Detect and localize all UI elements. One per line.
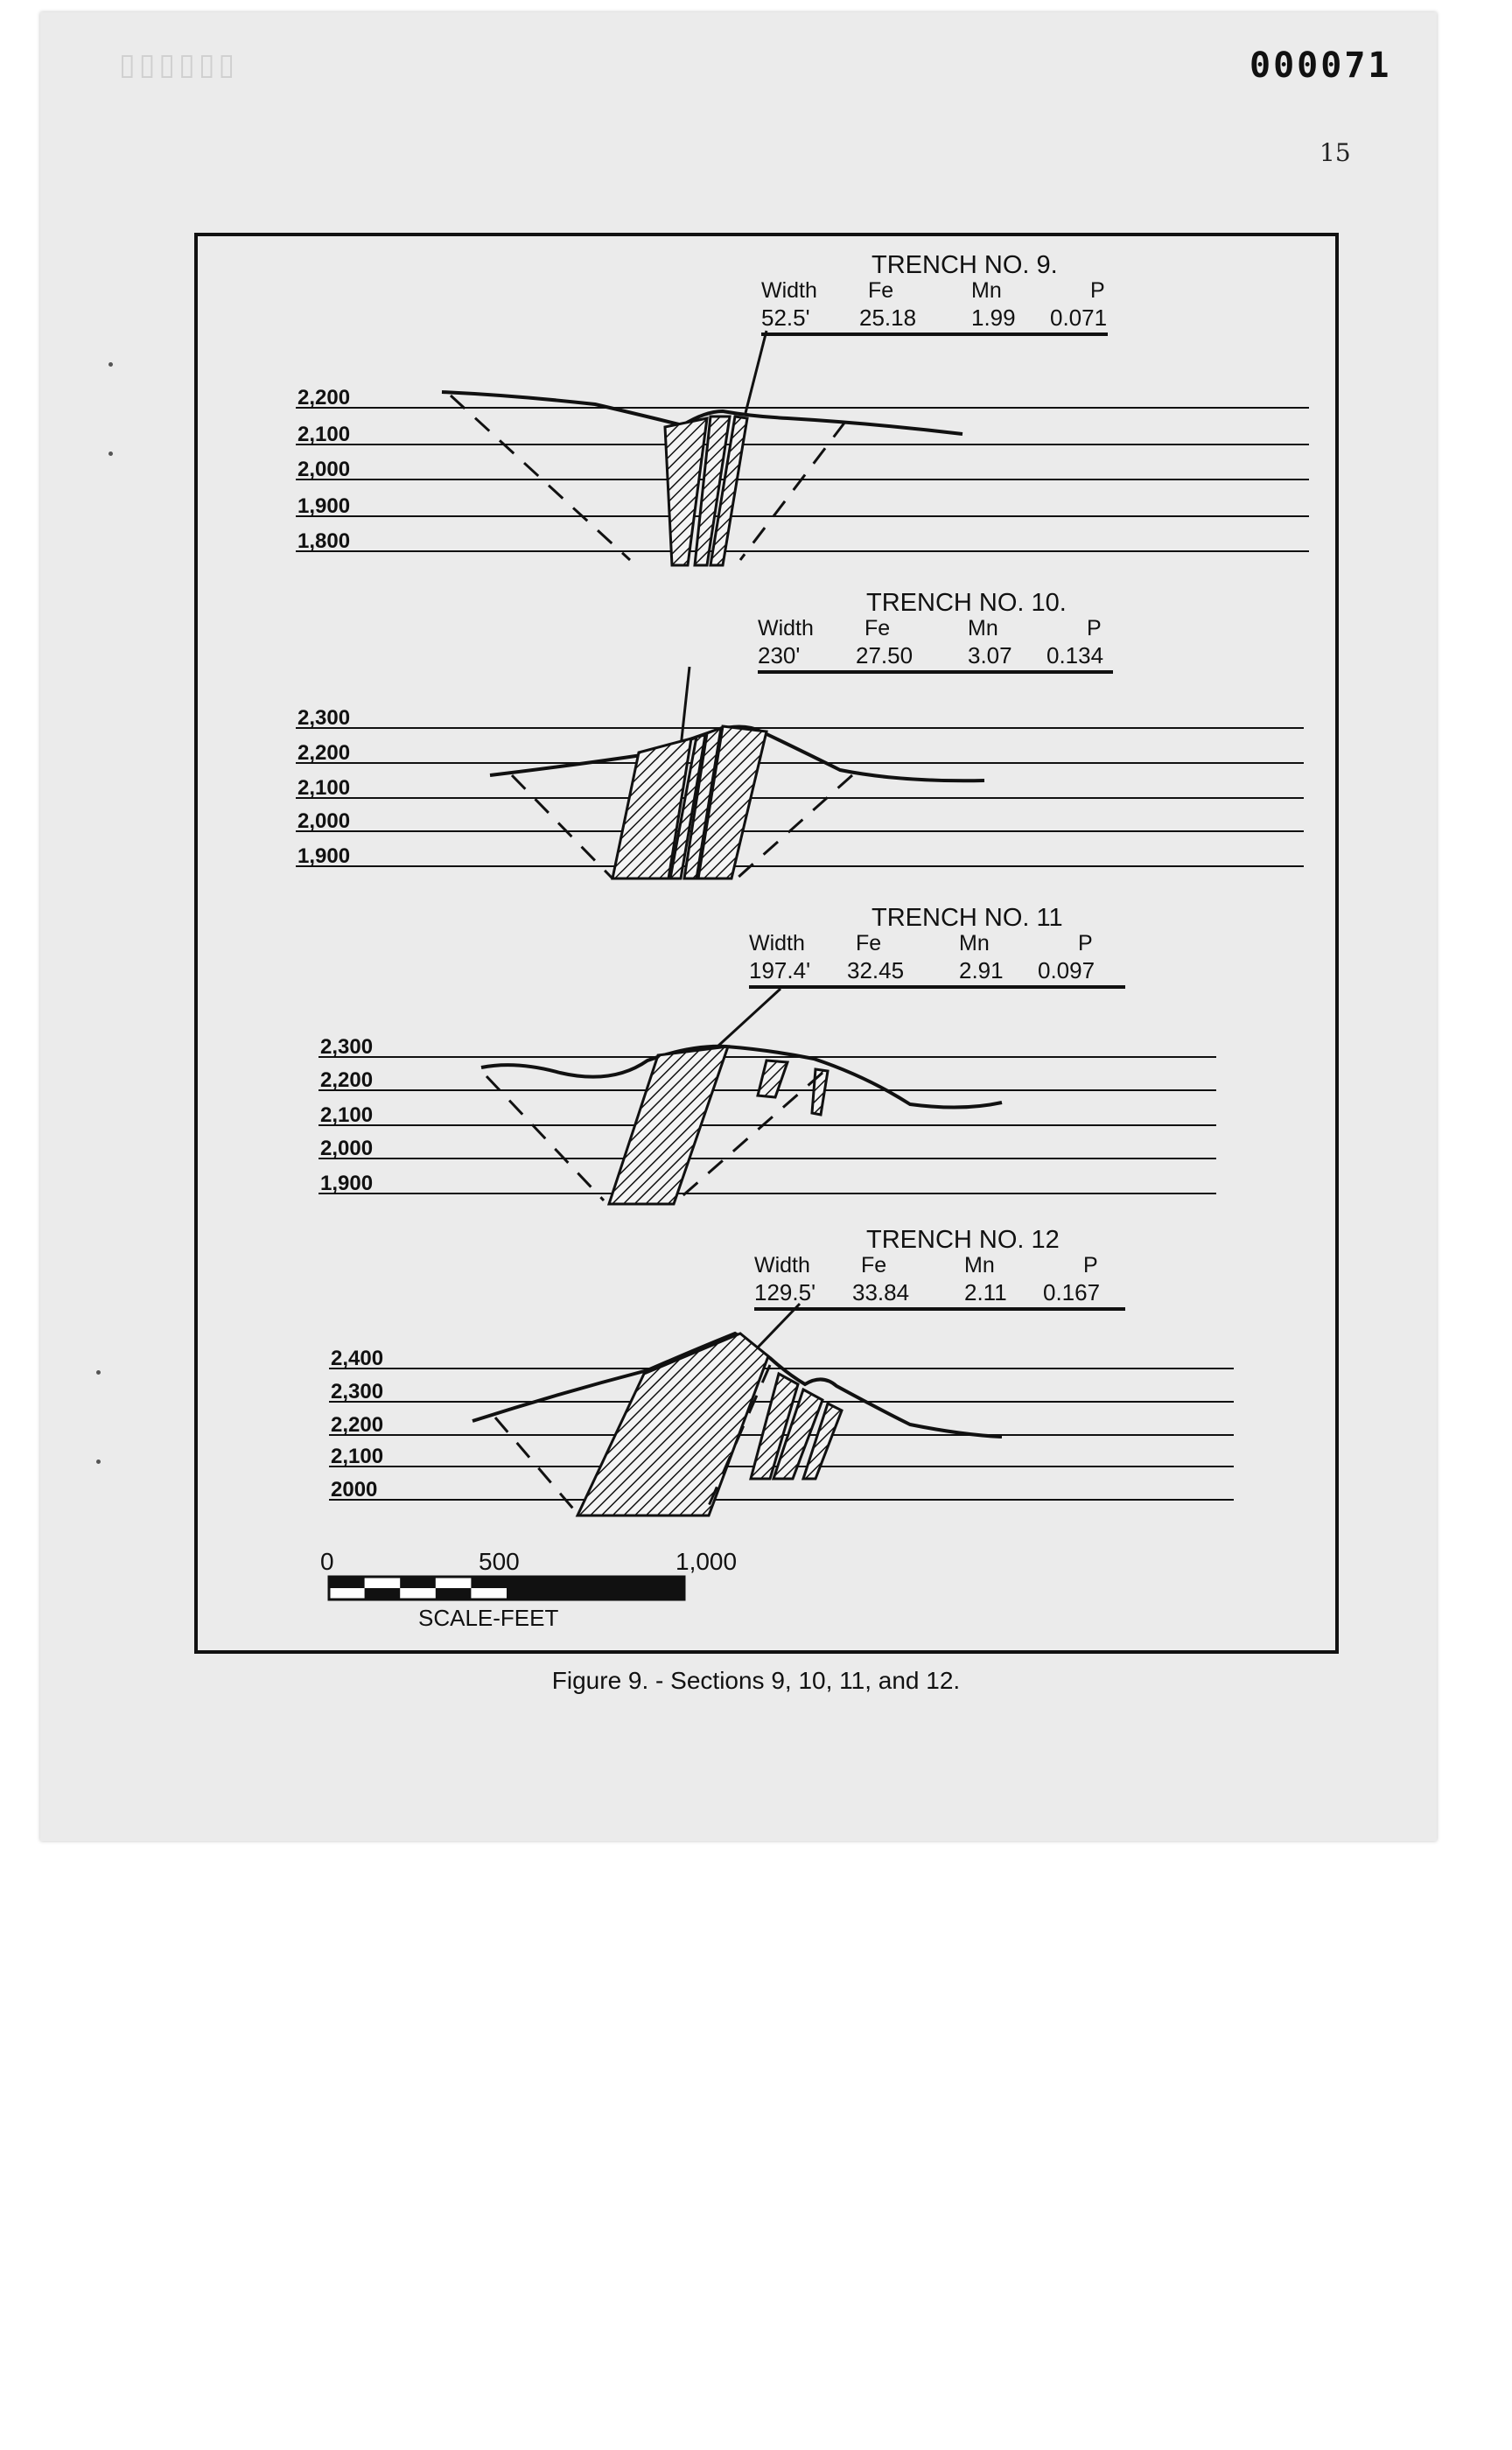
elevation-label: 2,200 — [331, 1413, 384, 1437]
scale-bar-segment — [400, 1577, 436, 1588]
scale-bar-segment — [329, 1577, 365, 1588]
elevation-label: 2,400 — [331, 1347, 384, 1370]
projection-dashed-line — [451, 396, 630, 560]
trench-title: TRENCH NO. 12 — [866, 1226, 1060, 1254]
figure-caption: Figure 9. - Sections 9, 10, 11, and 12. — [551, 1667, 961, 1694]
header-width: Width — [754, 1253, 810, 1278]
header-width: Width — [749, 931, 805, 956]
elevation-label: 2,000 — [298, 458, 351, 481]
leader-line — [718, 989, 780, 1046]
value-p: 0.134 — [1046, 642, 1104, 668]
trench-title: TRENCH NO. 11 — [872, 904, 1063, 932]
value-fe: 32.45 — [847, 957, 905, 984]
bleed-through-marks: ▯▯▯▯▯▯ — [119, 47, 239, 82]
header-mn: Mn — [959, 931, 990, 956]
elevation-label: 2,300 — [320, 1035, 374, 1059]
value-p: 0.167 — [1043, 1279, 1101, 1306]
header-p: P — [1090, 278, 1105, 303]
header-p: P — [1078, 931, 1093, 956]
scale-bar-segment — [436, 1588, 472, 1600]
ore-body — [578, 1334, 768, 1516]
header-fe: Fe — [864, 616, 891, 640]
trench-section-1 — [296, 251, 1309, 565]
header-p: P — [1083, 1253, 1098, 1278]
projection-dashed-line — [512, 775, 612, 878]
scale-label: SCALE-FEET — [418, 1605, 559, 1631]
elevation-label: 2,100 — [298, 423, 351, 446]
elevation-label: 2,300 — [331, 1380, 384, 1404]
trench-section-2 — [296, 589, 1304, 878]
projection-dashed-line — [486, 1076, 604, 1200]
leader-line — [681, 667, 690, 747]
scale-bar — [320, 1548, 737, 1631]
elevation-label: 2,200 — [298, 386, 351, 410]
scale-bar-segment — [507, 1577, 684, 1600]
page-number: 15 — [1320, 138, 1351, 167]
header-mn: Mn — [968, 616, 998, 640]
header-p: P — [1087, 616, 1102, 640]
value-p: 0.071 — [1050, 304, 1108, 331]
scale-tick-label: 1,000 — [676, 1548, 738, 1575]
value-p: 0.097 — [1038, 957, 1096, 984]
trench-title: TRENCH NO. 9. — [872, 251, 1058, 279]
header-mn: Mn — [971, 278, 1002, 303]
elevation-label: 1,900 — [298, 844, 351, 868]
value-mn: 2.91 — [959, 957, 1004, 984]
elevation-label: 2,100 — [331, 1445, 384, 1468]
value-width: 52.5' — [761, 304, 810, 331]
value-width: 129.5' — [754, 1279, 816, 1306]
value-fe: 33.84 — [852, 1279, 910, 1306]
ore-body — [758, 1060, 788, 1097]
trench-title: TRENCH NO. 10. — [866, 589, 1067, 617]
header-width: Width — [761, 278, 817, 303]
scale-bar-segment — [471, 1577, 507, 1588]
elevation-label: 2,100 — [320, 1103, 374, 1127]
elevation-label: 2,300 — [298, 706, 351, 730]
elevation-label: 1,900 — [320, 1172, 374, 1195]
trench-section-4 — [329, 1226, 1234, 1516]
document-number: 000071 — [1250, 46, 1392, 86]
scale-tick-label: 500 — [479, 1548, 520, 1575]
header-fe: Fe — [856, 931, 882, 956]
header-fe: Fe — [868, 278, 894, 303]
projection-dashed-line — [740, 422, 845, 560]
value-mn: 1.99 — [971, 304, 1016, 331]
elevation-label: 1,800 — [298, 529, 351, 553]
header-width: Width — [758, 616, 814, 640]
elevation-label: 2,000 — [320, 1137, 374, 1160]
header-fe: Fe — [861, 1253, 887, 1278]
elevation-label: 2,100 — [298, 776, 351, 800]
elevation-label: 2000 — [331, 1478, 378, 1502]
projection-dashed-line — [737, 775, 852, 878]
value-fe: 27.50 — [856, 642, 914, 668]
trench-section-3 — [318, 904, 1216, 1204]
elevation-label: 2,200 — [320, 1068, 374, 1092]
value-width: 230' — [758, 642, 801, 668]
elevation-label: 1,900 — [298, 494, 351, 518]
scale-bar-segment — [365, 1588, 401, 1600]
elevation-label: 2,200 — [298, 741, 351, 765]
ground-surface-profile — [481, 1046, 1002, 1108]
scale-tick-label: 0 — [320, 1548, 334, 1575]
value-fe: 25.18 — [859, 304, 917, 331]
value-mn: 2.11 — [964, 1279, 1007, 1306]
value-mn: 3.07 — [968, 642, 1012, 668]
value-width: 197.4' — [749, 957, 811, 984]
leader-line — [746, 331, 766, 413]
header-mn: Mn — [964, 1253, 995, 1278]
elevation-label: 2,000 — [298, 809, 351, 833]
